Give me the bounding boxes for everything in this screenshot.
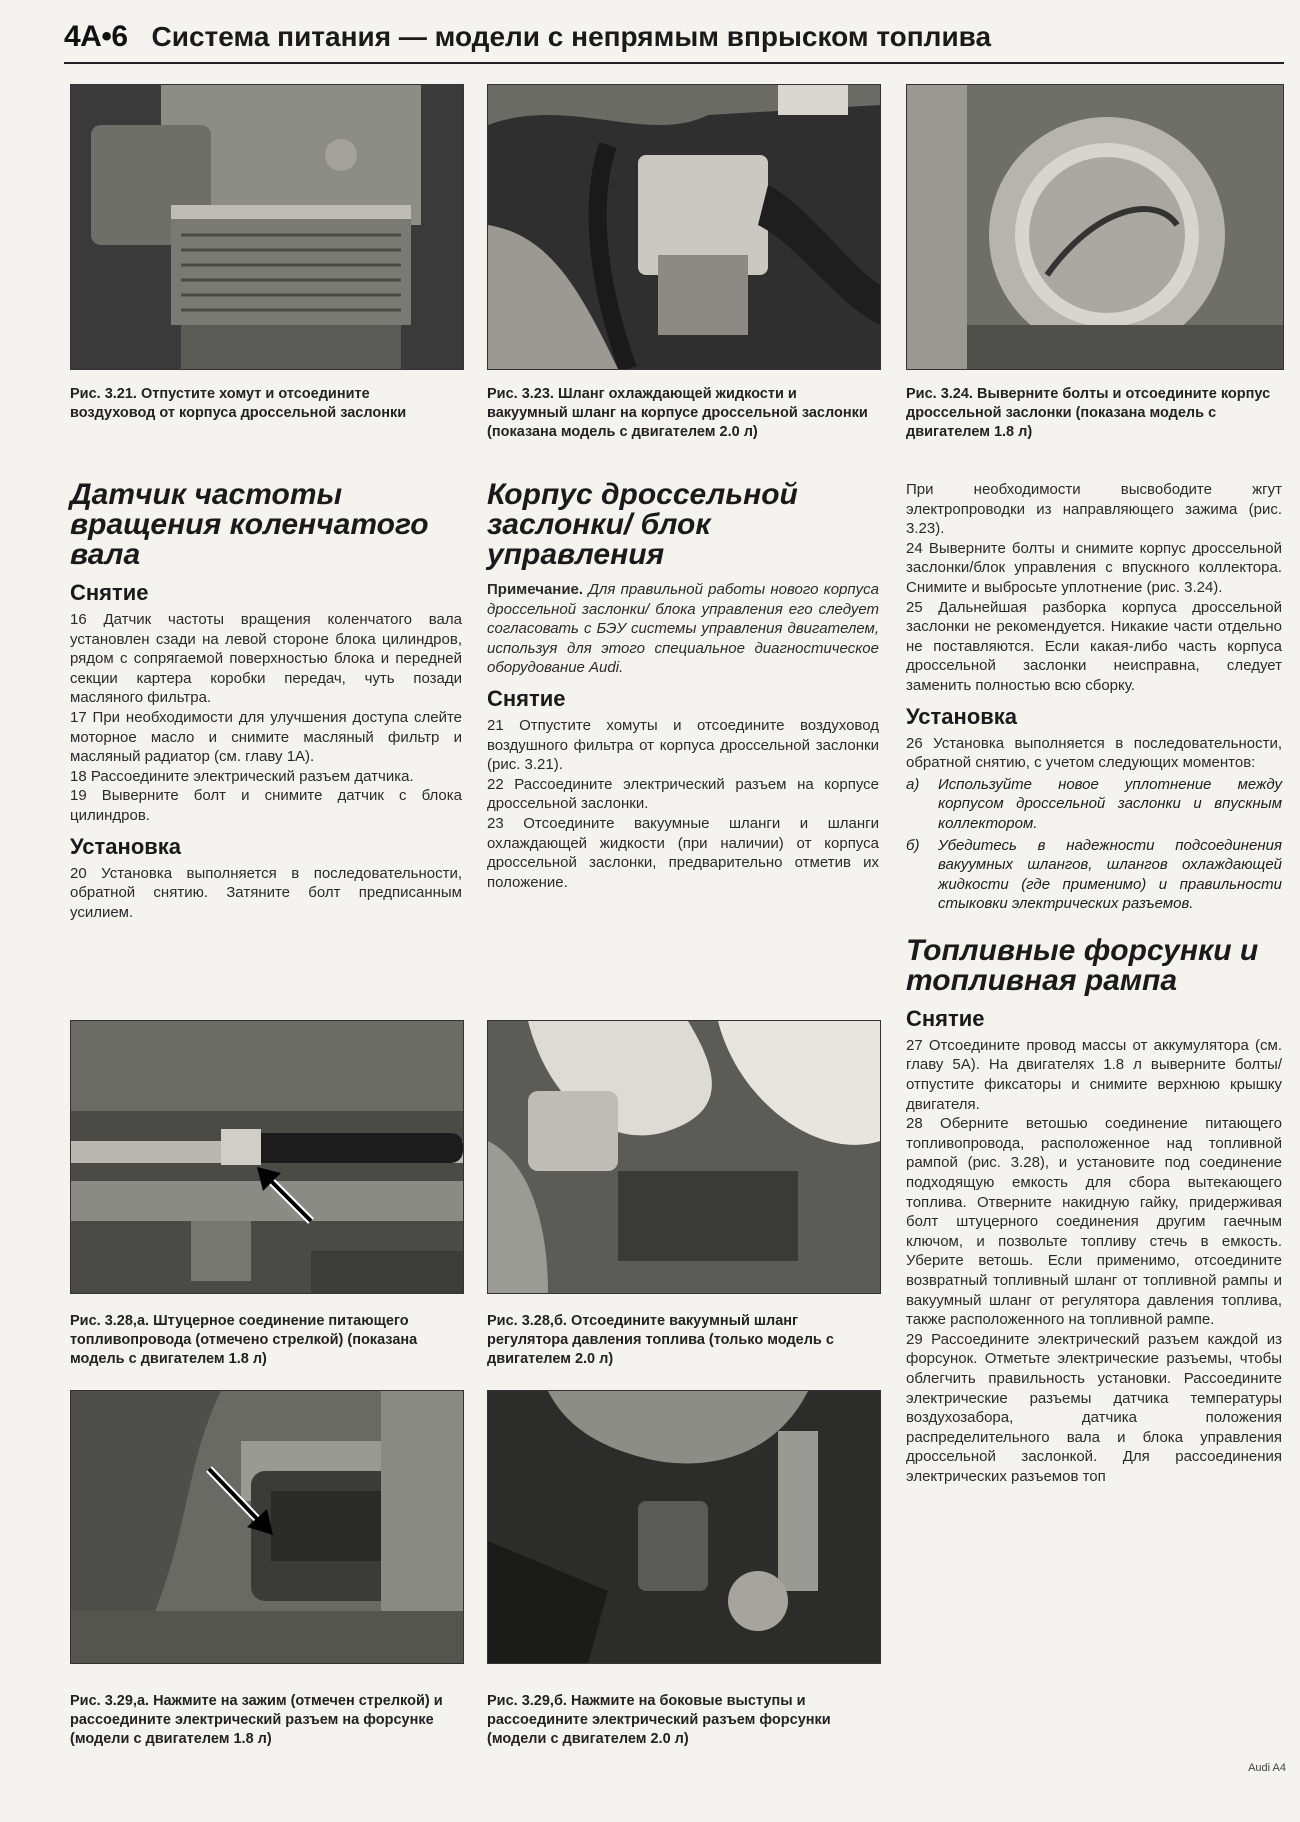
paragraph-17: 17 При необходимости для улучшения доступа слейте моторное масло и снимите масляный фильтр и масляный радиатор (см. главу 1А). xyxy=(70,708,462,766)
note-label: Примечание. xyxy=(487,581,584,598)
paragraph-21: 21 Отпустите хомуты и отсоедините воздуховод воздушного фильтра от корпуса дроссельной заслонки (рис. 3.21). xyxy=(487,716,879,774)
column-3 xyxy=(906,480,1282,1487)
heading-removal: Снятие xyxy=(487,685,566,711)
list-text: Убедитесь в надежности подсоединения вакуумных шлангов, шлангов охлаждающей жидкости (где применимо) и правильности стыковки электрических разъемов. xyxy=(938,836,1282,913)
paragraph-29: 29 Рассоедините электрический разъем каждой из форсунок. Отметьте электрические разъемы, чтобы облегчить правильность установки. Рассоедините электрические разъемы датчика температуры воздухозабора, датчика положения распределительного вала и блока управления дроссельной заслонкой. Для рассоединения электрических разъемов топ xyxy=(906,1330,1282,1485)
photo-fig-3-28a xyxy=(70,1020,464,1294)
photo-fig-3-29b xyxy=(487,1390,881,1664)
paragraph-28: 28 Оберните ветошью соединение питающего топливопровода, расположенное над топливной рампой (рис. 3.28), и установите под соединение подходящую емкость для сбора вытекающего топлива. Отверните накидную гайку, придерживая болт штуцерного соединения другим гаечным ключом, и позвольте топливу стечь в емкость. Уберите ветошь. Если применимо, отсоедините возвратный топливный шланг от топливной рампы и вакуумный шланг от регулятора давления топлива, также расположенного на топливной рампе. xyxy=(906,1115,1282,1329)
heading-installation: Установка xyxy=(70,833,182,859)
caption-fig-3-28b: Рис. 3.28,б. Отсоедините вакуумный шланг регулятора давления топлива (только модель с двигателем 2.0 л) xyxy=(487,1313,834,1367)
section-title-throttle-body: Корпус дроссельной заслонки/ блок управления xyxy=(487,478,798,571)
column-1 xyxy=(70,480,462,922)
arrow-icon xyxy=(251,1161,321,1231)
photo-fig-3-24 xyxy=(906,84,1284,370)
list-marker: а) xyxy=(906,775,920,793)
column-2 xyxy=(487,480,879,892)
arrow-icon xyxy=(201,1461,281,1541)
paragraph-27: 27 Отсоедините провод массы от аккумулятора (см. главу 5А). На двигателях 1.8 л выверните болты/отпустите фиксаторы и снимите верхнюю крышку двигателя. xyxy=(906,1036,1282,1113)
header-rule xyxy=(64,62,1284,64)
chapter-title: Система питания — модели с непрямым впрыском топлива xyxy=(151,21,992,52)
caption-fig-3-29b: Рис. 3.29,б. Нажмите на боковые выступы и рассоедините электрический разъем форсунки (модели с двигателем 2.0 л) xyxy=(487,1693,831,1747)
heading-installation: Установка xyxy=(906,703,1018,729)
photo-fig-3-28b xyxy=(487,1020,881,1294)
page-header xyxy=(64,14,1284,60)
photo-fig-3-23 xyxy=(487,84,881,370)
paragraph-26: 26 Установка выполняется в последовательности, обратной снятию, с учетом следующих моментов: xyxy=(906,734,1282,772)
paragraph-20: 20 Установка выполняется в последовательности, обратной снятию. Затяните болт предписанным усилием. xyxy=(70,864,462,921)
paragraph-22: 22 Рассоедините электрический разъем на корпусе дроссельной заслонки. xyxy=(487,775,879,813)
caption-fig-3-23: Рис. 3.23. Шланг охлаждающей жидкости и вакуумный шланг на корпусе дроссельной заслонки (показана модель с двигателем 2.0 л) xyxy=(487,386,868,440)
caption-fig-3-28a: Рис. 3.28,а. Штуцерное соединение питающего топливопровода (отмечено стрелкой) (показана модель с двигателем 1.8 л) xyxy=(70,1313,418,1367)
paragraph-19: 19 Выверните болт и снимите датчик с блока цилиндров. xyxy=(70,787,462,824)
photo-fig-3-21 xyxy=(70,84,464,370)
caption-fig-3-21: Рис. 3.21. Отпустите хомут и отсоедините воздуховод от корпуса дроссельной заслонки xyxy=(70,386,407,421)
list-item-b xyxy=(906,836,1282,914)
list-item-a xyxy=(906,775,1282,834)
section-title-fuel-injectors: Топливные форсунки и топливная рампа xyxy=(906,933,1259,997)
caption-fig-3-29a: Рис. 3.29,а. Нажмите на зажим (отмечен стрелкой) и рассоедините электрический разъем на форсунке (модели с двигателем 1.8 л) xyxy=(70,1693,443,1747)
note xyxy=(487,580,879,678)
paragraph-23-continued: При необходимости высвободите жгут электропроводки из направляющего зажима (рис. 3.23). xyxy=(906,481,1282,538)
heading-removal: Снятие xyxy=(70,580,149,605)
photo-fig-3-29a xyxy=(70,1390,464,1664)
list-marker: б) xyxy=(906,836,920,854)
paragraph-16: 16 Датчик частоты вращения коленчатого вала установлен сзади на левой стороне блока цилиндров, рядом с сопрягаемой поверхностью блока и передней секции картера коробки передач, чуть позади масляного фильтра. xyxy=(70,611,462,707)
paragraph-23: 23 Отсоедините вакуумные шланги и шланги охлаждающей жидкости (при наличии) от корпуса дроссельной заслонки, предварительно отметив их положение. xyxy=(487,814,879,891)
note-text: Для правильной работы нового корпуса дроссельной заслонки/ блока управления его следует согласовать с БЭУ системы управления двигателем, используя для этого специальное диагностическое оборудование Audi. xyxy=(487,581,879,677)
section-title-crankshaft-sensor: Датчик частоты вращения коленчатого вала xyxy=(70,478,429,571)
list-text: Используйте новое уплотнение между корпусом дроссельной заслонки и впускным коллектором. xyxy=(938,775,1282,832)
paragraph-25: 25 Дальнейшая разборка корпуса дроссельной заслонки не рекомендуется. Никакие части отдельно не поставляются. Если какая-либо часть корпуса дроссельной заслонки неисправна, следует заменить полностью всю сборку. xyxy=(906,598,1282,694)
page-number: 4A•6 xyxy=(64,20,128,53)
footer-model: Audi A4 xyxy=(1248,1762,1286,1774)
paragraph-18: 18 Рассоедините электрический разъем датчика. xyxy=(70,767,414,785)
paragraph-24: 24 Выверните болты и снимите корпус дроссельной заслонки/блок управления с впускного коллектора. Снимите и выбросьте уплотнение (рис. 3.24). xyxy=(906,539,1282,596)
heading-removal: Снятие xyxy=(906,1005,985,1031)
caption-fig-3-24: Рис. 3.24. Выверните болты и отсоедините корпус дроссельной заслонки (показана модель с двигателем 1.8 л) xyxy=(906,386,1271,440)
